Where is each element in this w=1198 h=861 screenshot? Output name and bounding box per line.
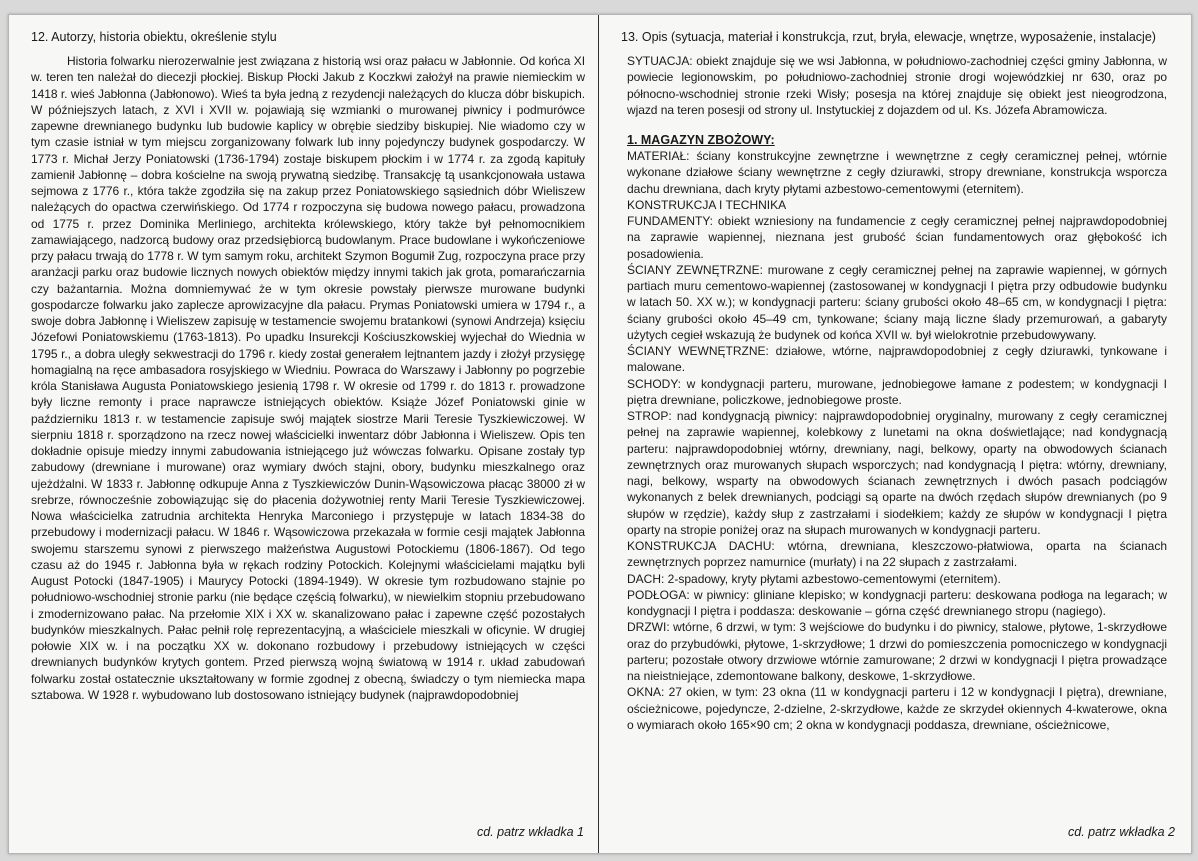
material-text: MATERIAŁ: ściany konstrukcyjne zewnętrzne i wewnętrzne z cegły ceramicznej pełnej, wtórnie wykonane działowe ściany wewnętrzne z cegły dziurawki, stropy drewniane, konstrukcja wsporcza dachu drewniana, dach kryty płytami azbestowo-cementowymi (eternitem).: [627, 149, 1167, 196]
construction-subheading: KONSTRUKCJA I TECHNIKA: [627, 197, 787, 212]
roof-structure-text: KONSTRUKCJA DACHU: wtórna, drewniana, kleszczowo-płatwiowa, oparta na ścianach zewnętrznych poprzez namurnice (murłaty) i na 22 słupach z zastrzałami.: [627, 539, 1167, 570]
stairs-text: SCHODY: w kondygnacji parteru, murowane, jednobiegowe łamane z podestem; w kondygnacji I piętra drewniane, policzkowe, jednobiegowe proste.: [627, 376, 1167, 407]
document-sheet: [8, 14, 1192, 854]
floor-text: PODŁOGA: w piwnicy: gliniane klepisko; w kondygnacji parteru: deskowana podłoga na legarach; w kondygnacji I piętra i poddasza: deskowanie – górna część drewnianego stropu (nagiego).: [627, 587, 1167, 618]
doors-text: DRZWI: wtórne, 6 drzwi, w tym: 3 wejściowe do budynku i do piwnicy, stalowe, płytowe, 1-skrzydłowe oraz do przybudówki, płytowe, 1-skrzydłowe; 1 drzwi do pomieszczenia pomocniczego w kondygnacji parteru; pozostałe otwory drzwiowe wtórnie zamurowane; 2 drzwi w kondygnacji I piętra prowadzące na nieistniejące, zdemontowane balkony, deskowe, 1-skrzydłowe.: [627, 620, 1167, 683]
section-13-heading: 13. Opis (sytuacja, materiał i konstrukcja, rzut, bryła, elewacje, wnętrze, wyposażenie, instalacje): [621, 30, 1156, 44]
external-walls-text: ŚCIANY ZEWNĘTRZNE: murowane z cegły ceramicznej pełnej na zaprawie wapiennej, w górnych partiach muru cementowo-wapiennej (zastosowanej w kondygnacji I piętra przy odbudowie budynku w latach 50. XX w.); w kondygnacji parteru: ściany grubości około 48–65 cm, w kondygnacji I piętra: ściany grubości około 45–49 cm, tynkowane; ściany mają liczne ślady przemurowań, a gabaryty użytych cegieł wskazują że budynek od końca XVII w. był wielokrotnie przebudowywany.: [627, 262, 1167, 342]
continuation-note-left: cd. patrz wkładka 1: [477, 825, 584, 839]
left-column: [9, 15, 599, 853]
granary-section-title: 1. MAGAZYN ZBOŻOWY:: [627, 133, 775, 147]
internal-walls-text: ŚCIANY WEWNĘTRZNE: działowe, wtórne, najprawdopodobniej z cegły dziurawki, tynkowane i malowane.: [627, 344, 1167, 375]
foundations-text: FUNDAMENTY: obiekt wzniesiony na fundamencie z cegły ceramicznej pełnej najprawdopodobniej na zaprawie wapiennej, nieznana jest grubość ścian fundamentowych oraz głębokość ich posadowienia.: [627, 214, 1167, 261]
ceiling-text: STROP: nad kondygnacją piwnicy: najprawdopodobniej oryginalny, murowany z cegły ceramicznej pełnej na zaprawie wapiennej, kolebkowy z lunetami na okna doświetlające; nad kondygnacją parteru: najprawdopodobniej wtórny, drewniany, nagi, belkowy, oparty na obwodowych ścianach zewnętrznych oraz murowanych słupach wsporczych; nad kondygnacją I piętra: wtórny, drewniany, nagi, belkowy, wsparty na obwodowych ścianach zewnętrznych i dwóch pasach podciągów wykonanych z belek drewnianych, podciągi są oparte na dwóch rzędach słupów drewnianych (po 9 słupów w rzędzie), każdy słup z zastrzałami i siodełkiem; każdy ze słupów w kondygnacji I piętra oparty na stropie poniżej oraz na słupach murowanych w kondygnacji parteru.: [627, 409, 1167, 537]
history-text: Historia folwarku nierozerwalnie jest związana z historią wsi oraz pałacu w Jabłonnie. Od końca XI w. teren ten należał do diecezji płockiej. Biskup Płocki Jakub z Koczkwi założył na prawie niemieckim w 1418 r. wieś Jabłonna (Jabłonowo). Wieś ta była jedną z rezydencji należących do klucza dóbr biskupich. W późniejszych latach, z XVI i XVII w. pojawiają się wzmianki o murowanej piwnicy i podmurówce zapewne drewnianego budynku lub budowie kaplicy w obrębie siedziby biskupiej. Nie wiadomo czy w tym czasie istniał w tym miejscu zorganizowany folwark lub inny pojedynczy budynek gospodarczy. W 1773 r. Michał Jerzy Poniatowski (1736-1794) zostaje biskupem płockim i w 1774 r. za zgodą kapituły zamienił Jabłonnę – dobra kościelne na swoją prywatną siedzibę. Transakcję tą usankcjonowała ustawa sejmowa z 1776 r., która także zgodziła się na zakup przez Poniatowskiego sąsiednich dóbr Wieliszew należących do opactwa czerwińskiego. Od 1774 r rozpoczyna się budowa nowego pałacu, prowadzona od 1775 r. przez Dominika Merliniego, architekta królewskiego, który także był pełnomocnikiem zamawiającego, nadzorcą budowy oraz przedsiębiorcą budowlanym. Prace budowlane i wykończeniowe przy pałacu trwają do 1778 r. W tym samym roku, architekt Szymon Bogumił Zug, rozpoczyna prace przy aranżacji parku oraz budowie licznych nowych obiektów między innymi takich jak grota, pomarańczarnia czy bażantarnia. Można domniemywać że w tym okresie powstały pierwsze murowane budynki gospodarcze folwarku jako zaplecze aprowizacyjne dla pałacu. Prymas Poniatowski umiera w 1794 r., a swoje dobra Jabłonnę i Wieliszew zapisuję w testamencie swojemu bratankowi (synowi Andrzeja) księciu Józefowi Poniatowskiemu (1763-1813). Po upadku Insurekcji Kościuszkowskiej wyjechał do Wiednia w 1795 r., a dobra uległy sekwestracji do 1796 r. kiedy został generałem lejtnantem jazdy i złożył przysięgę homagialną na ręce ambasadora rosyjskiego w Wiedniu. Powraca do Warszawy i Jabłonny po pogrzebie króla Stanisława Augusta Poniatowskiego jesienią 1798 r. W okresie od 1799 r. do 1813 r. prowadzone były liczne remonty i prace naprawcze istniejących obiektów. Książe Józef Poniatowski ginie w październiku 1813 r. w testamencie zapisuje swój majątek siostrze Marii Teresie Tyszkiewiczowej. W sierpniu 1818 r. sporządzono na rzecz nowej właścicielki inwentarz dóbr Jabłonna i Wieliszew. Opis ten dokładnie opisuje miedzy innymi zabudowania istniejącego już wówczas folwarku. Opisane zostały typ zabudowy (drewniane i murowane) oraz wymiary dwóch stajni, obory, budynku mieszkalnego oraz ujeżdżalni. W 1833 r. Jabłonnę odkupuje Anna z Tyszkiewiczów Dunin-Wąsowiczowa płacąc 38000 zł w srebrze, równocześnie zobowiązując się do płacenia dożywotniej renty Marii Teresie Tyszkiewiczowej. Nowa właścicielka zatrudnia architekta Henryka Marconiego i przystępuje w latach 1834-38 do przebudowy i modernizacji pałacu. W 1846 r. Wąsowiczowa przekazała w formie cesji majątek Jabłonna swojemu starszemu synowi z pierwszego małżeństwa Augustowi Potockiemu (1806-1867). Od tego czasu aż do 1945 r. Jabłonna była w rękach rodziny Potockich. Kolejnymi właścicielami majątku byli August Potocki (1847-1905) i Maurycy Potocki (1894-1949). W okresie tym rozbudowano stajnie po południowo-wschodniej stronie parku (nie będące częścią folwarku), w niewielkim stopniu przebudowano i zmodernizowano pałac. Na przełomie XIX i XX w. skanalizowano pałac i zapewne część pozostałych budynków mieszkalnych. Pałac pełnił rolę reprezentacyjną, a właściciele mieszkali w oficynie. W drugiej połowie XIX w. i na początku XX w. dokonano rozbudowy i przebudowy istniejących w części drewnianych budynków krytych gontem. Przed pierwszą wojną światową w 1914 r. układ zabudowań folwarku został ostatecznie ukształtowany w formie zgodnej z obecną, świadczy o tym niemiecka mapa sztabowa. W 1928 r. wybudowano lub dostosowano istniejący budynek (najprawdopodobniej: [31, 54, 585, 702]
roof-text: DACH: 2-spadowy, kryty płytami azbestowo-cementowymi (eternitem).: [627, 571, 1001, 586]
situation-text: SYTUACJA: obiekt znajduje się we wsi Jabłonna, w południowo-zachodniej części gminy Jabłonna, w powiecie legionowskim, po południowo-zachodniej stronie drogi wojewódzkiej nr 630, oraz po północno-wschodniej stronie rzeki Wisły; posesja na której znajduje się obiekt jest nieogrodzona, wjazd na teren posesji od strony ul. Instytuckiej z dojazdem od ul. Ks. Józefa Abramowicza.: [627, 54, 1167, 117]
right-column: [599, 15, 1191, 853]
section-12-heading: 12. Autorzy, historia obiektu, określenie stylu: [31, 30, 277, 44]
windows-text: OKNA: 27 okien, w tym: 23 okna (11 w kondygnacji parteru i 12 w kondygnacji I piętra), drewniane, ościeżnicowe, pojedyncze, 2-dzielne, 2-skrzydłowe, każde ze skrzydeł okiennych 4-kwaterowe, okna o wymiarach około 165×90 cm; 2 okna w kondygnacji poddasza, drewniane, ościeżnicowe,: [627, 685, 1167, 732]
continuation-note-right: cd. patrz wkładka 2: [1068, 825, 1175, 839]
